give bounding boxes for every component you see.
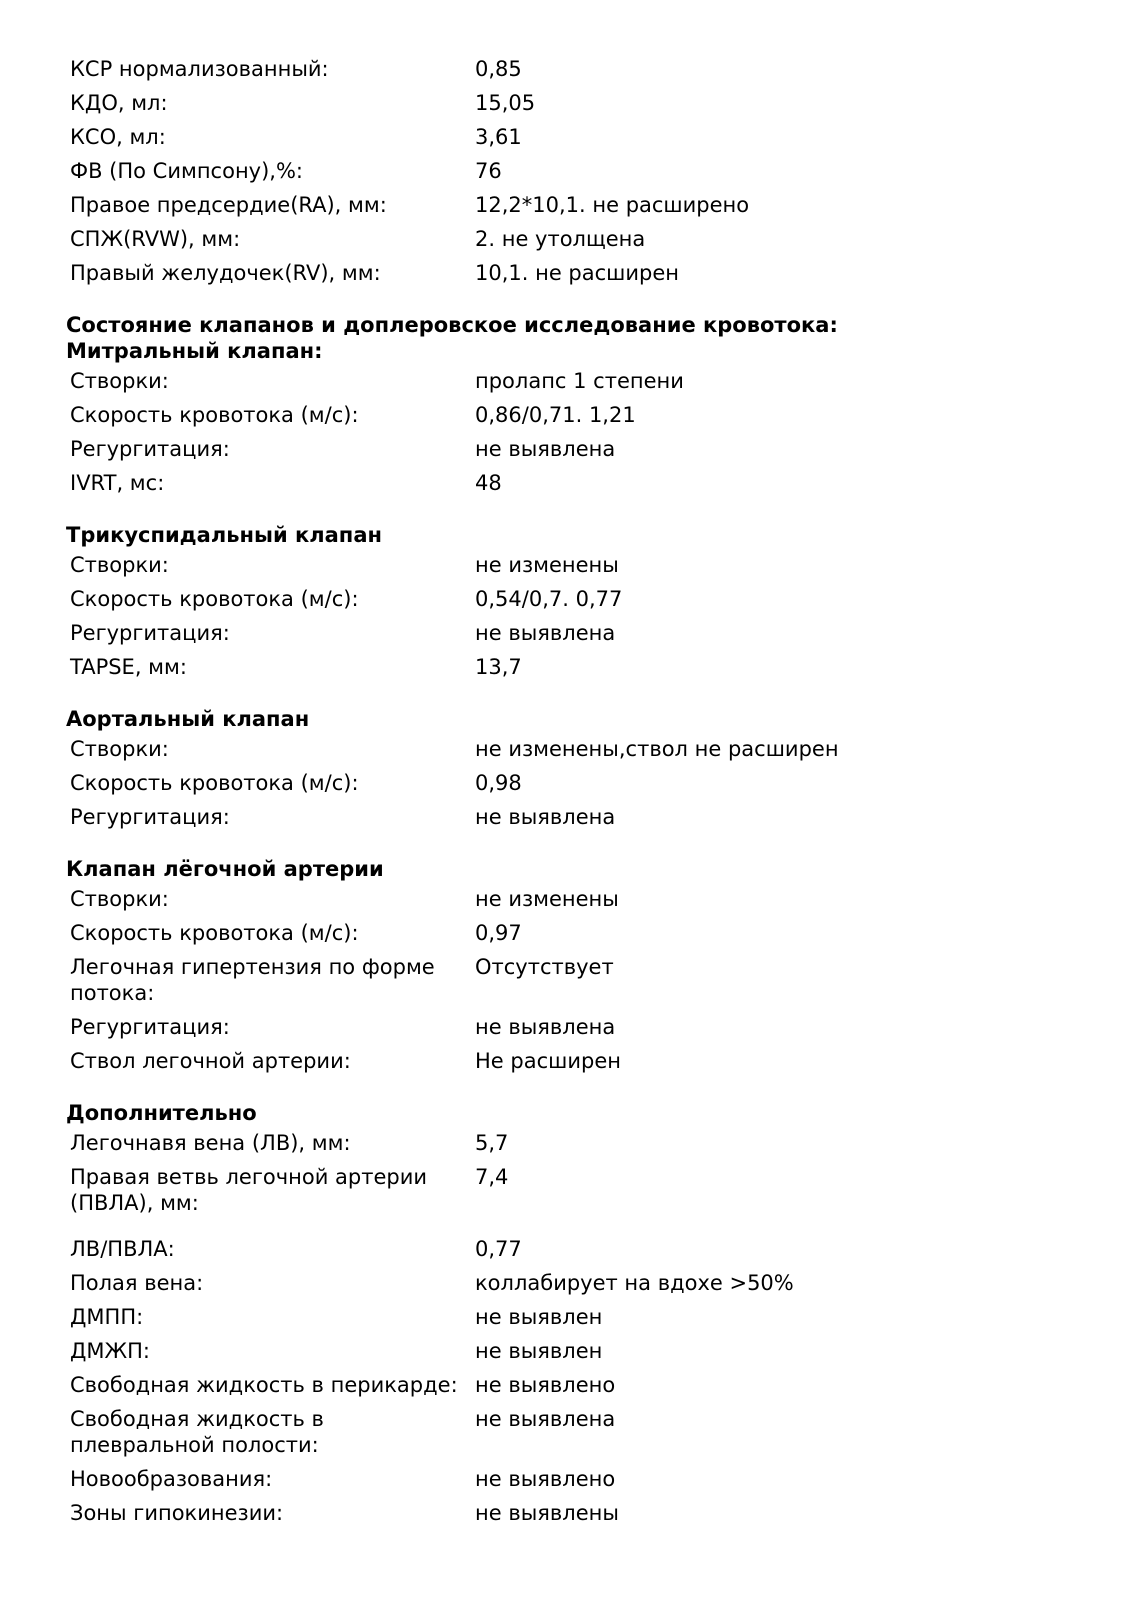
row-value: 5,7 — [475, 1131, 509, 1155]
row-label: ФВ (По Симпсону),%: — [70, 159, 303, 183]
measurement-row — [66, 256, 1066, 290]
section-spacer — [66, 834, 1066, 856]
mitral-row — [66, 398, 1066, 432]
aortic-row — [66, 800, 1066, 834]
aortic-row — [66, 766, 1066, 800]
row-value: 15,05 — [475, 91, 536, 115]
row-value: не выявлена — [475, 805, 616, 829]
row-value: 10,1. не расширен — [475, 261, 680, 285]
additional-row — [66, 1496, 1066, 1530]
tricuspid-row — [66, 616, 1066, 650]
row-label: КСР нормализованный: — [70, 57, 329, 81]
row-label: Створки: — [70, 887, 169, 911]
row-value: не выявлен — [475, 1305, 603, 1329]
row-label: Новообразования: — [70, 1467, 273, 1491]
additional-row — [66, 1402, 1066, 1462]
section-spacer — [66, 684, 1066, 706]
tricuspid-row — [66, 650, 1066, 684]
row-label: КСО, мл: — [70, 125, 166, 149]
measurement-row — [66, 120, 1066, 154]
mitral-title: Митральный клапан: — [66, 339, 323, 363]
mitral-row — [66, 364, 1066, 398]
row-value: пролапс 1 степени — [475, 369, 684, 393]
pulmonary-row — [66, 950, 1066, 1010]
pulmonary-row — [66, 1044, 1066, 1078]
tricuspid-row — [66, 548, 1066, 582]
row-label: ДМПП: — [70, 1305, 144, 1329]
aortic-row — [66, 732, 1066, 766]
additional-row — [66, 1266, 1066, 1300]
row-value: 3,61 — [475, 125, 522, 149]
row-value: не выявлена — [475, 621, 616, 645]
row-value: 13,7 — [475, 655, 522, 679]
row-value: не изменены — [475, 553, 619, 577]
row-label: ДМЖП: — [70, 1339, 151, 1363]
row-value: 0,98 — [475, 771, 522, 795]
row-value: 76 — [475, 159, 502, 183]
row-label: ЛВ/ПВЛА: — [70, 1237, 175, 1261]
pulmonary-row — [66, 882, 1066, 916]
row-label: TAPSE, мм: — [70, 655, 187, 679]
row-label: Скорость кровотока (м/с): — [70, 403, 359, 427]
measurement-row — [66, 188, 1066, 222]
row-label: Легочная гипертензия по форме потока: — [70, 955, 435, 1005]
row-label: Правое предсердие(RA), мм: — [70, 193, 387, 217]
row-label: Створки: — [70, 553, 169, 577]
row-value: не выявлена — [475, 1407, 616, 1431]
row-label: Скорость кровотока (м/с): — [70, 587, 359, 611]
row-label: Створки: — [70, 737, 169, 761]
page-bottom-clip — [0, 1552, 1130, 1600]
row-label: Легочнавя вена (ЛВ), мм: — [70, 1131, 351, 1155]
section-spacer — [66, 500, 1066, 522]
row-label: Свободная жидкость в перикарде: — [70, 1373, 458, 1397]
pulmonary-title: Клапан лёгочной артерии — [66, 857, 384, 881]
row-value: 2. не утолщена — [475, 227, 646, 251]
section-spacer — [66, 290, 1066, 312]
row-label: СПЖ(RVW), мм: — [70, 227, 241, 251]
row-value: 0,97 — [475, 921, 522, 945]
row-value: не выявлено — [475, 1373, 616, 1397]
mitral-row — [66, 432, 1066, 466]
row-value: 0,85 — [475, 57, 522, 81]
mitral-row — [66, 466, 1066, 500]
row-label: Скорость кровотока (м/с): — [70, 921, 359, 945]
row-value: 0,86/0,71. 1,21 — [475, 403, 636, 427]
measurement-row — [66, 154, 1066, 188]
row-value: 12,2*10,1. не расширено — [475, 193, 750, 217]
tricuspid-title: Трикуспидальный клапан — [66, 523, 382, 547]
pulmonary-row — [66, 916, 1066, 950]
additional-row — [66, 1160, 1066, 1220]
row-value: коллабирует на вдохе >50% — [475, 1271, 794, 1295]
row-label: КДО, мл: — [70, 91, 168, 115]
additional-title: Дополнительно — [66, 1101, 257, 1125]
row-value: Отсутствует — [475, 955, 614, 979]
row-label: Полая вена: — [70, 1271, 204, 1295]
row-value: не выявлен — [475, 1339, 603, 1363]
row-value: Не расширен — [475, 1049, 621, 1073]
measurement-row — [66, 86, 1066, 120]
additional-row — [66, 1126, 1066, 1160]
additional-row — [66, 1368, 1066, 1402]
row-label: Регургитация: — [70, 437, 230, 461]
row-value: не изменены — [475, 887, 619, 911]
row-value: 0,54/0,7. 0,77 — [475, 587, 623, 611]
row-value: не изменены,ствол не расширен — [475, 737, 839, 761]
additional-row — [66, 1334, 1066, 1368]
aortic-title: Аортальный клапан — [66, 707, 310, 731]
row-value: не выявлены — [475, 1501, 619, 1525]
row-label: Ствол легочной артерии: — [70, 1049, 351, 1073]
row-label: Зоны гипокинезии: — [70, 1501, 284, 1525]
row-value: 7,4 — [475, 1165, 509, 1189]
pulmonary-row — [66, 1010, 1066, 1044]
section-spacer — [66, 1078, 1066, 1100]
additional-row — [66, 1232, 1066, 1266]
valves-heading: Состояние клапанов и доплеровское исследование кровотока: — [66, 313, 838, 337]
row-label: Створки: — [70, 369, 169, 393]
row-label: Правый желудочек(RV), мм: — [70, 261, 381, 285]
row-value: не выявлена — [475, 1015, 616, 1039]
report-content — [66, 52, 1066, 1530]
row-value: 0,77 — [475, 1237, 522, 1261]
row-value: не выявлено — [475, 1467, 616, 1491]
row-label: Регургитация: — [70, 1015, 230, 1039]
row-value: не выявлена — [475, 437, 616, 461]
row-label: Регургитация: — [70, 805, 230, 829]
tricuspid-row — [66, 582, 1066, 616]
measurement-row — [66, 222, 1066, 256]
additional-row — [66, 1300, 1066, 1334]
row-value: 48 — [475, 471, 502, 495]
measurement-row — [66, 52, 1066, 86]
additional-row — [66, 1462, 1066, 1496]
row-label: Регургитация: — [70, 621, 230, 645]
row-label: Скорость кровотока (м/с): — [70, 771, 359, 795]
row-label: Свободная жидкость в плевральной полости: — [70, 1407, 324, 1457]
row-label: IVRT, мс: — [70, 471, 165, 495]
row-label: Правая ветвь легочной артерии (ПВЛА), мм: — [70, 1165, 428, 1215]
